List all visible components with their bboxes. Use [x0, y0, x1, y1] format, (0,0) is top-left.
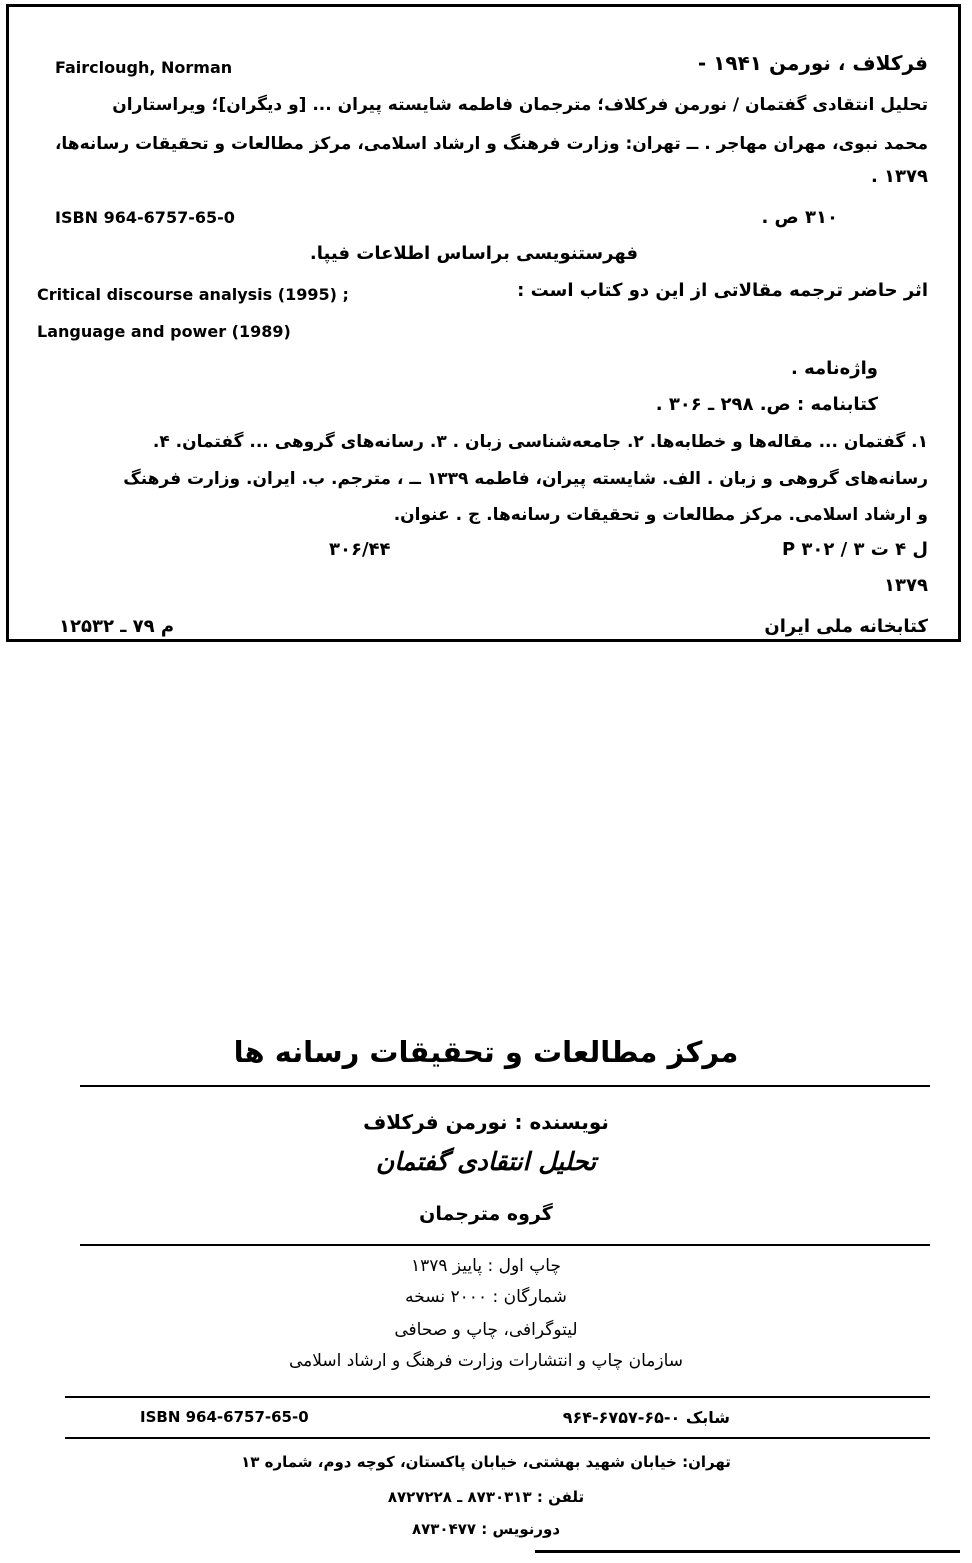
cip-isbn: ISBN 964-6757-65-0 — [55, 208, 235, 227]
cip-glossary: واژه‌نامه . — [790, 358, 878, 379]
cip-call-number: P ۳۰۲ / ل ۴ ت ۳ — [781, 539, 928, 560]
cip-pages: ۳۱۰ ص . — [761, 207, 838, 228]
cip-subjects-line-3: و ارشاد اسلامی. مرکز مطالعات و تحقیقات رسانه‌ها. ج . عنوان. — [393, 505, 928, 525]
author-line: نویسنده : نورمن فرکلاف — [363, 1110, 609, 1134]
cip-title-line-2: محمد نبوی، مهران مهاجر . ــ تهران: وزارت فرهنگ و ارشاد اسلامی، مرکز مطالعات و تحقیقات رسانه‌ها، — [54, 134, 928, 154]
cip-record-number: م ۷۹ ـ ۱۲۵۳۲ — [59, 616, 175, 637]
cip-year: ۱۳۷۹ — [884, 575, 928, 596]
cip-bibliography: کتابنامه : ص. ۲۹۸ ـ ۳۰۶ . — [655, 394, 878, 415]
cip-subjects-line-2: رسانه‌های گروهی و زبان . الف. شایسته پیران، فاطمه ۱۳۳۹ ــ ، مترجم. ب. ایران. وزارت فرهنگ — [123, 469, 928, 489]
address-line: تهران: خیابان شهید بهشتی، خیابان پاکستان، کوچه دوم، شماره ۱۳ — [241, 1453, 731, 1471]
cip-subjects-line-1: ۱. گفتمان ... مقاله‌ها و خطابه‌ها. ۲. جامعه‌شناسی زبان . ۳. رسانه‌های گروهی ... گفتمان. ۴. — [152, 432, 928, 452]
fax-line: دورنویس : ۸۷۳۰۴۷۷ — [411, 1520, 561, 1538]
translators-line: گروه مترجمان — [419, 1203, 553, 1225]
phone-line: تلفن : ۸۷۳۰۳۱۳ ـ ۸۷۲۷۲۲۸ — [387, 1488, 585, 1506]
colophon-isbn-latin: ISBN 964-6757-65-0 — [140, 1408, 309, 1426]
cip-catalog-box — [6, 4, 961, 642]
rule-footer — [535, 1550, 960, 1553]
edition-line: چاپ اول : پاییز ۱۳۷۹ — [410, 1256, 561, 1276]
cip-source-2: Language and power (1989) — [37, 322, 291, 341]
cip-translation-note: اثر حاضر ترجمه مقالاتی از این دو کتاب است : — [517, 280, 928, 301]
cip-main-entry: فرکلاف ، نورمن ۱۹۴۱ - — [697, 51, 928, 75]
cip-title-line-1: تحلیل انتقادی گفتمان / نورمن فرکلاف؛ مترجمان فاطمه شایسته پیران ... [و دیگران]؛ ویراستاران — [112, 95, 928, 115]
press-line: سازمان چاپ و انتشارات وزارت فرهنگ و ارشاد اسلامی — [288, 1351, 684, 1371]
book-title: تحلیل انتقادی گفتمان — [375, 1147, 597, 1176]
rule-isbn-top — [65, 1396, 930, 1398]
cip-title-line-3: . ۱۳۷۹ — [870, 166, 928, 187]
rule-middle — [80, 1244, 930, 1246]
print-run-line: شمارگان : ۲۰۰۰ نسخه — [405, 1287, 567, 1307]
cip-source-1: Critical discourse analysis (1995) ; — [37, 285, 349, 304]
publisher-heading: مرکز مطالعات و تحقیقات رسانه ها — [233, 1035, 739, 1069]
cip-national-library: کتابخانه ملی ایران — [764, 616, 928, 637]
cip-dewey-number: ۳۰۶/۴۴ — [329, 539, 391, 560]
printer-line: لیتوگرافی، چاپ و صحافی — [394, 1320, 578, 1340]
rule-top — [80, 1085, 930, 1087]
cip-fipa-note: فهرستنویسی براساس اطلاعات فیپا. — [309, 243, 638, 264]
colophon-isbn-persian: شابک ۰-۶۵-۶۷۵۷-۹۶۴ — [562, 1408, 730, 1427]
cip-name-latin: Fairclough, Norman — [55, 58, 233, 77]
rule-isbn-bottom — [65, 1437, 930, 1439]
